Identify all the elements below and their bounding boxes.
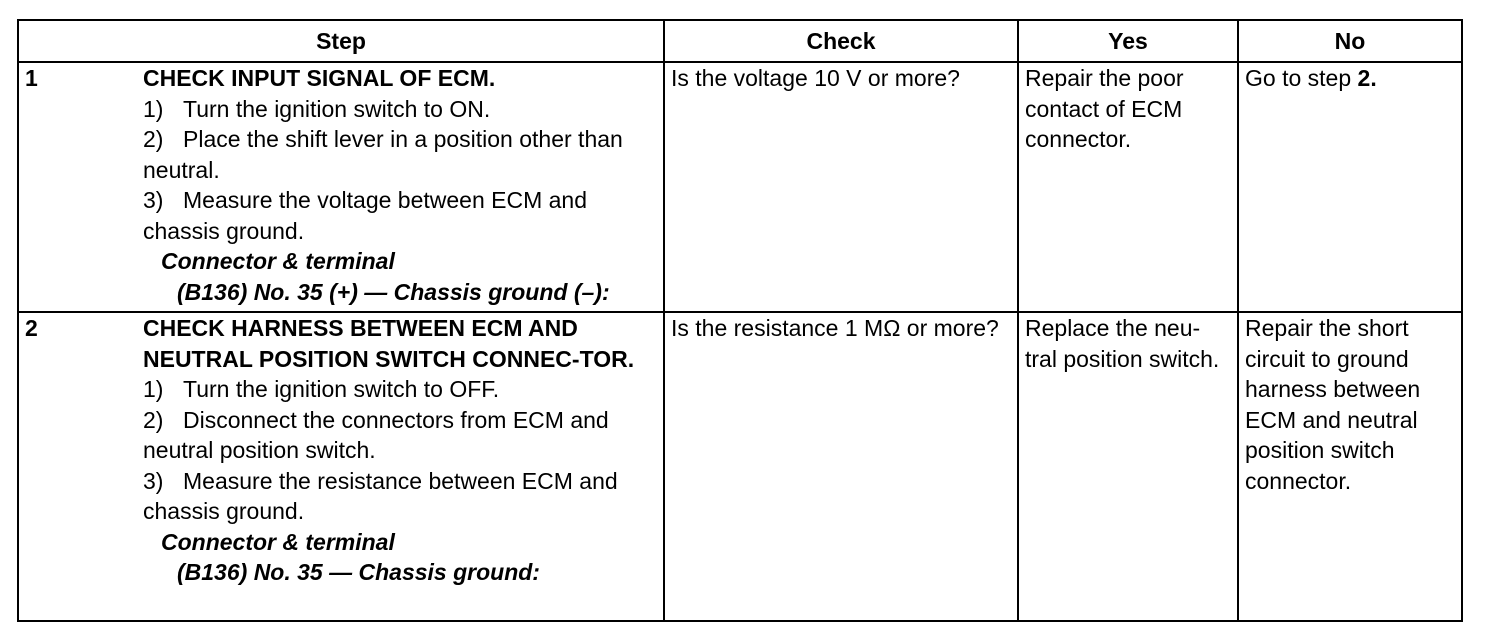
table-row <box>18 312 1462 621</box>
no-text: Go to step 2. <box>1245 65 1377 91</box>
yes-text: Repair the poor contact of ECM connector. <box>1025 65 1184 152</box>
yes-cell <box>1018 62 1238 312</box>
header-row <box>18 20 1462 62</box>
step-cell <box>18 312 664 621</box>
substep: 1) Turn the ignition switch to OFF. <box>143 376 500 402</box>
check-cell <box>664 312 1018 621</box>
connector-value: (B136) No. 35 — Chassis ground: <box>177 559 540 585</box>
header-yes: Yes <box>1018 20 1238 62</box>
step-title: CHECK HARNESS BETWEEN ECM AND NEUTRAL POSITION SWITCH CONNEC-TOR. <box>143 315 635 372</box>
substep: 2) Place the shift lever in a position other than neutral. <box>143 126 623 183</box>
no-cell <box>1238 62 1462 312</box>
step-title: CHECK INPUT SIGNAL OF ECM. <box>143 65 496 91</box>
header-step: Step <box>18 20 664 62</box>
connector-label: Connector & terminal <box>161 528 395 555</box>
connector-value: (B136) No. 35 (+) — Chassis ground (–): <box>177 278 610 305</box>
yes-text: Replace the neu-tral position switch. <box>1025 315 1220 372</box>
diagnostic-procedure-table <box>17 19 1463 622</box>
check-text: Is the resistance 1 MΩ or more? <box>671 315 999 341</box>
substep: 3) Measure the resistance between ECM and chassis ground. <box>143 467 618 524</box>
table-row <box>18 62 1462 312</box>
substep: 2) Disconnect the connectors from ECM and neutral position switch. <box>143 406 609 463</box>
header-no: No <box>1238 20 1462 62</box>
check-text: Is the voltage 10 V or more? <box>671 65 960 91</box>
connector-label: Connector & terminal <box>161 248 395 274</box>
substep: 3) Measure the voltage between ECM and chassis ground. <box>143 187 588 244</box>
yes-cell <box>1018 312 1238 621</box>
step-number: 2 <box>25 315 38 341</box>
no-cell <box>1238 312 1462 621</box>
no-text: Repair the short circuit to ground harness between ECM and neutral position switch connector. <box>1245 315 1421 494</box>
header-check: Check <box>664 20 1018 62</box>
step-number: 1 <box>25 65 38 91</box>
step-cell <box>18 62 664 312</box>
substep: 1) Turn the ignition switch to ON. <box>143 95 491 122</box>
step-reference: 2 <box>1357 65 1371 91</box>
check-cell <box>664 62 1018 312</box>
